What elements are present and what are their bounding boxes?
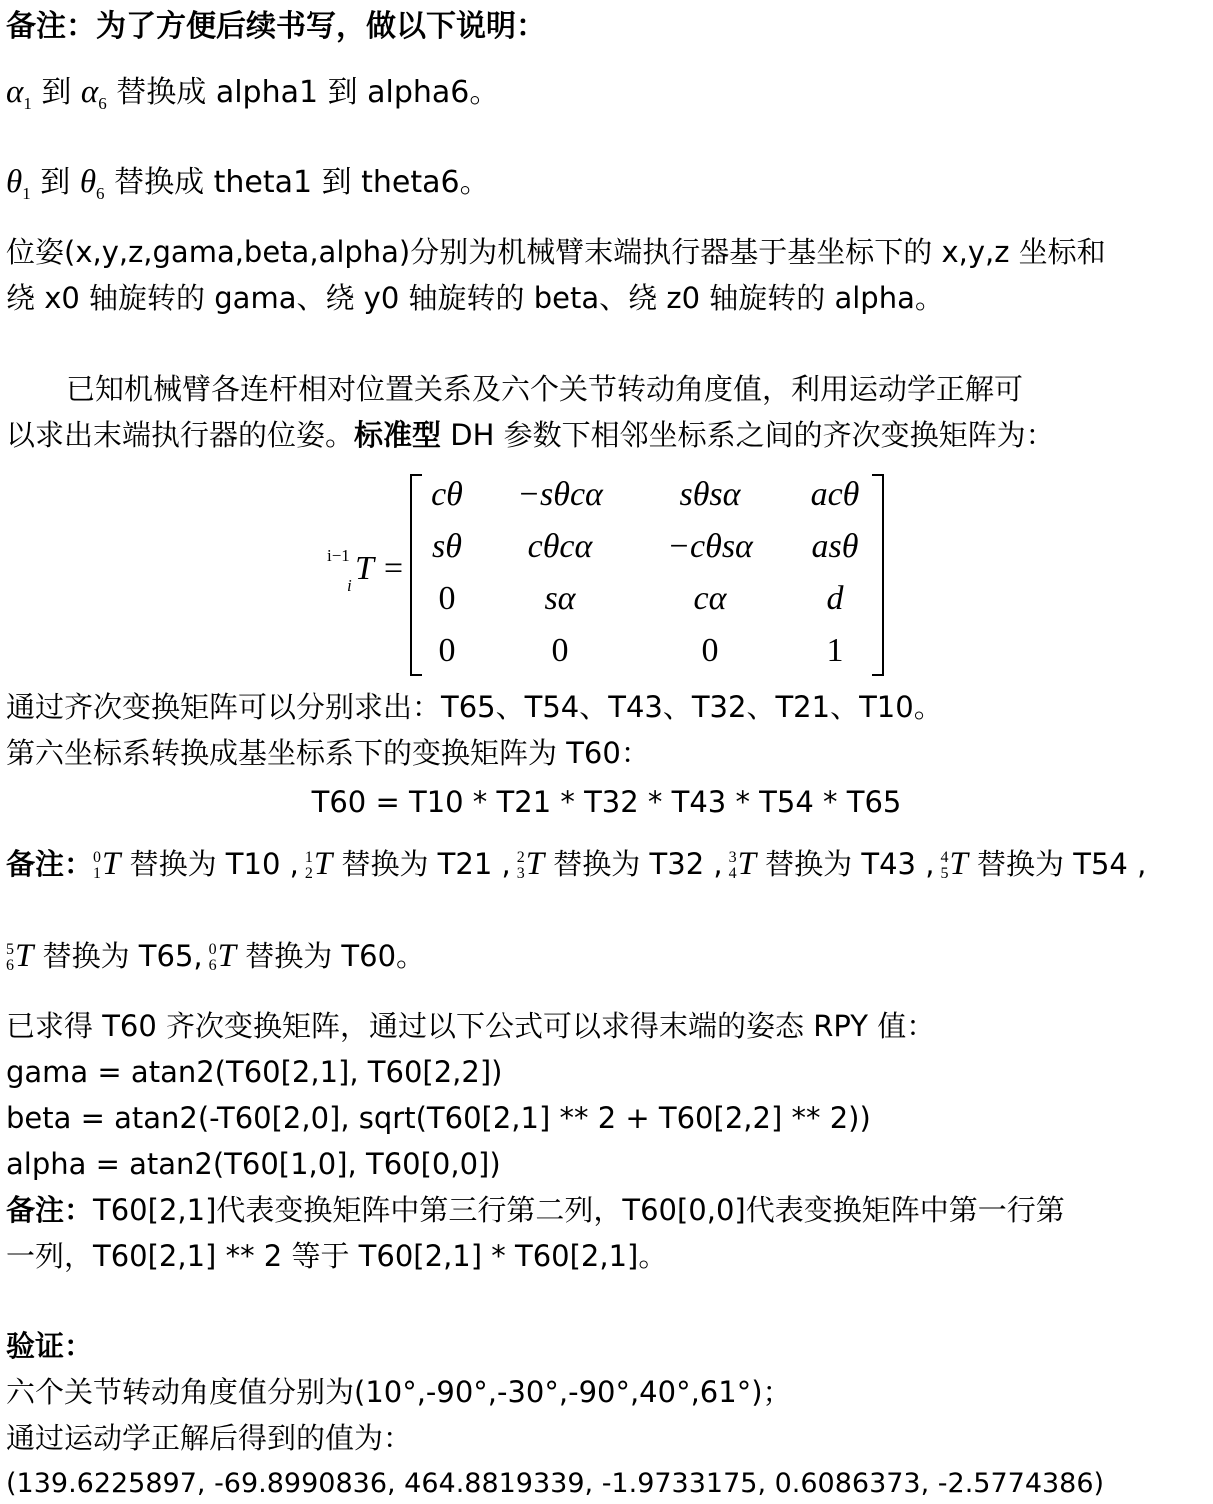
note2-item-text: 替换为 T43 , xyxy=(755,847,935,881)
matrix-cell-r4-c4: 1 xyxy=(826,632,844,669)
note2-item-t-symbol: T xyxy=(102,846,121,882)
theta-rest: 替换成 theta1 到 theta6。 xyxy=(114,165,490,200)
note2-item-t-symbol: T xyxy=(525,846,545,882)
note2-line-2 xyxy=(6,940,431,974)
note2-item-sub: 5 xyxy=(940,865,949,882)
note2-item-text: 替换为 T10 , xyxy=(120,847,299,881)
note2-item-cont-2 xyxy=(209,939,425,973)
verify-title: 验证： xyxy=(6,1329,94,1363)
matrix-cell-r2-c3: −cθsα xyxy=(667,528,753,565)
theta-symbol-6: θ xyxy=(79,164,97,200)
matrix-cell-r2-c1: sθ xyxy=(432,528,462,565)
matrix-cell-r3-c3: cα xyxy=(693,580,727,617)
note2-items xyxy=(93,847,1152,881)
t60-formula: T60 = T10 * T21 * T32 * T43 * T54 * T65 xyxy=(311,785,902,819)
note2-item-sub: 2 xyxy=(304,865,313,882)
matrix-cell-r2-c2: cθcα xyxy=(527,528,593,565)
note2-label: 备注： xyxy=(6,847,94,881)
note2-item-sub: 1 xyxy=(93,865,102,882)
note2-item-cont-text: 替换为 T65, xyxy=(33,939,203,973)
note2-item-3 xyxy=(517,847,723,881)
matrix-cell-r1-c4: acθ xyxy=(810,476,860,513)
note2-line-1 xyxy=(6,848,1152,882)
note2-item-sup: 4 xyxy=(940,849,949,866)
matrix-cell-r1-c2: −sθcα xyxy=(517,476,603,513)
note2-item-sup: 0 xyxy=(93,849,102,866)
paragraph-line-2a: 以求出末端执行器的位姿。 xyxy=(6,418,355,452)
note2-item-cont-sub: 6 xyxy=(208,957,217,974)
note2-item-text: 替换为 T54 , xyxy=(967,847,1147,881)
matrix-cell-r3-c4: d xyxy=(826,580,844,617)
alpha-symbol-6: α xyxy=(80,74,99,110)
note2-item-2 xyxy=(305,847,511,881)
theta-replacement-line xyxy=(6,166,490,202)
note2-item-cont-t-symbol: T xyxy=(217,938,236,974)
verify-result: (139.6225897, -69.8990836, 464.8819339, -1.9733175, 0.6086373, -2.5774386) xyxy=(6,1468,1105,1499)
note2-item-cont-t-symbol: T xyxy=(15,938,34,974)
t60-intro-line: 第六坐标系转换成基坐标系下的变换矩阵为 T60： xyxy=(6,736,650,770)
note2-item-sup: 3 xyxy=(728,849,737,866)
theta-to: 到 xyxy=(40,165,71,200)
note2-item-cont-sup: 5 xyxy=(6,941,14,958)
note3-line-2: 一列，T60[2,1] ** 2 等于 T60[2,1] * T60[2,1]。 xyxy=(6,1239,668,1273)
dh-matrix-formula xyxy=(0,466,1213,678)
matrix-lhs-t: T = xyxy=(355,550,405,587)
note2-item-t-symbol: T xyxy=(737,846,756,882)
note2-item-t-symbol: T xyxy=(949,846,968,882)
note2-item-cont-1 xyxy=(6,939,203,973)
matrix-cell-r3-c2: sα xyxy=(544,580,576,617)
note-title: 备注：为了方便后续书写，做以下说明： xyxy=(6,9,546,44)
note2-item-text: 替换为 T32 , xyxy=(544,847,723,881)
note2-item-cont-sub: 6 xyxy=(6,957,14,974)
theta-sub-6: 6 xyxy=(96,184,105,203)
alpha-formula: alpha = atan2(T60[1,0], T60[0,0]) xyxy=(6,1147,501,1181)
paragraph-line-2c: DH 参数下相邻坐标系之间的齐次变换矩阵为： xyxy=(441,418,1055,452)
alpha-sub-6: 6 xyxy=(98,94,107,113)
note2-item-cont-text: 替换为 T60。 xyxy=(236,939,426,973)
note2-item-sub: 4 xyxy=(728,865,737,882)
note2-item-sup: 1 xyxy=(304,849,313,866)
pose-line-2: 绕 x0 轴旋转的 gama、绕 y0 轴旋转的 beta、绕 z0 轴旋转的 alpha。 xyxy=(6,281,944,315)
paragraph-line-1: 已知机械臂各连杆相对位置关系及六个关节转动角度值，利用运动学正解可 xyxy=(66,372,1024,406)
matrix-lhs-superscript: i−1 xyxy=(327,546,350,565)
note2-item-4 xyxy=(729,847,935,881)
alpha-sub-1: 1 xyxy=(23,94,32,113)
alpha-rest: 替换成 alpha1 到 alpha6。 xyxy=(116,75,500,110)
matrix-cell-r1-c1: cθ xyxy=(431,476,463,513)
transform-list-line: 通过齐次变换矩阵可以分别求出：T65、T54、T43、T32、T21、T10。 xyxy=(6,690,943,724)
rpy-intro: 已求得 T60 齐次变换矩阵，通过以下公式可以求得末端的姿态 RPY 值： xyxy=(6,1009,936,1043)
theta-symbol-1: θ xyxy=(6,164,23,200)
note2-item-1 xyxy=(93,847,299,881)
note2-items-continued xyxy=(6,939,431,973)
matrix-cell-r4-c2: 0 xyxy=(551,632,569,669)
matrix-lhs-subscript: i xyxy=(347,576,352,595)
matrix-cell-r3-c1: 0 xyxy=(438,580,456,617)
alpha-replacement-line xyxy=(6,76,499,112)
note2-item-text: 替换为 T21 , xyxy=(332,847,511,881)
note2-item-sup: 2 xyxy=(516,849,525,866)
beta-formula: beta = atan2(-T60[2,0], sqrt(T60[2,1] ** 2 + T60[2,2] ** 2)) xyxy=(6,1101,871,1135)
alpha-to: 到 xyxy=(41,75,72,110)
paragraph-line-2 xyxy=(6,418,1055,452)
alpha-symbol-1: α xyxy=(6,74,24,110)
note2-item-5 xyxy=(940,847,1146,881)
standard-type-label: 标准型 xyxy=(354,418,442,452)
pose-line-1: 位姿(x,y,z,gama,beta,alpha)分别为机械臂末端执行器基于基坐标下的 x,y,z 坐标和 xyxy=(6,235,1106,269)
note2-item-t-symbol: T xyxy=(313,846,333,882)
gama-formula: gama = atan2(T60[2,1], T60[2,2]) xyxy=(6,1055,503,1089)
verify-angles: 六个关节转动角度值分别为(10°,-90°,-30°,-90°,40°,61°)； xyxy=(6,1375,792,1409)
note2-item-cont-sup: 0 xyxy=(208,941,217,958)
verify-result-label: 通过运动学正解后得到的值为： xyxy=(6,1421,413,1455)
matrix-cell-r4-c3: 0 xyxy=(701,632,719,669)
note3-text-1: T60[2,1]代表变换矩阵中第三行第二列，T60[0,0]代表变换矩阵中第一行第 xyxy=(93,1193,1065,1227)
matrix-cell-r2-c4: asθ xyxy=(811,528,859,565)
note3-label: 备注： xyxy=(6,1193,94,1227)
note3-line-1 xyxy=(6,1193,1065,1227)
theta-sub-1: 1 xyxy=(22,184,31,203)
matrix-cell-r1-c3: sθsα xyxy=(679,476,741,513)
note2-item-sub: 3 xyxy=(516,865,525,882)
matrix-cell-r4-c1: 0 xyxy=(438,632,456,669)
